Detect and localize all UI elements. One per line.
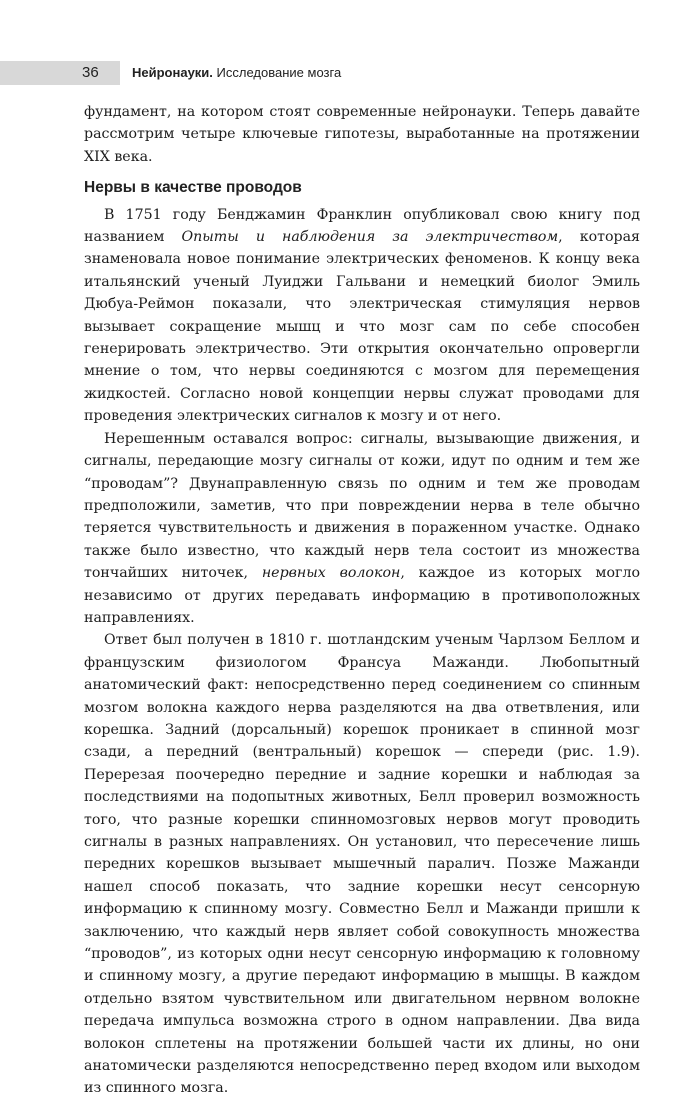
section-heading: Нервы в качестве проводов xyxy=(84,179,302,197)
paragraph-text: Нерешенным оставался вопрос: сигналы, вызывающие движения, и сигналы, передающие мозгу сигналы от кожи, идут по одним и тем же “проводам”? Двунаправленную связь по одним и тем же проводам предположили, заметив, что при повреждении нерва в теле обычно теряется чувствительность и движения в пораженном участке. Однако также было известно, что каждый нерв тела состоит из множества тончайших ниточек, xyxy=(84,430,640,582)
page-number: 36 xyxy=(82,64,99,81)
book-title: Нейронауки. xyxy=(132,65,213,80)
header-band xyxy=(0,61,120,85)
paragraph-text: В 1751 году Бенджамин Франклин опубликовал свою книгу под названием xyxy=(84,206,640,246)
running-head xyxy=(132,65,341,80)
paragraph-text: , каждое из которых могло независимо от других передавать информацию в противоположных направлениях. xyxy=(84,565,640,626)
paragraph-bell-magendie: Ответ был получен в 1810 г. шотландским ученым Чарлзом Беллом и французским физиологом Франсуа Мажанди. Любопытный анатомический факт: непосредственно перед соединением со спинным мозгом волокна каждого нерва разделяются на два ответвления, или корешка. Задний (дорсальный) корешок проникает в спинной мозг сзади, а передний (вентральный) корешок — спереди (рис. 1.9). Перерезая поочередно передние и задние корешки и наблюдая за последствиями на подопытных животных, Белл проверил возможность того, что разные корешки спинномозговых нервов могут проводить сигналы в разных направлениях. Он установил, что пересечение лишь передних корешков вызывает мышечный паралич. Позже Мажанди нашел способ показать, что задние корешки несут сенсорную информацию к спинному мозгу. Совместно Белл и Мажанди пришли к заключению, что каждый нерв являет собой совокупность множества “проводов”, из которых одни несут сенсорную информацию к головному и спинному мозгу, а другие передают информацию в мышцы. В каждом отдельно взятом чувствительном или двигательном нервном волокне передача импульса возможна строго в одном направлении. Два вида волокон сплетены на протяжении большей части их длины, но они анатомически разделяются непосредственно перед входом или выходом из спинного мозга. xyxy=(84,632,640,1097)
paragraph-text: , которая знаменовала новое понимание электрических феноменов. К концу века итальянский ученый Луиджи Гальвани и немецкий биолог Эмиль Дюбуа-Реймон показали, что электрическая стимуляция нервов вызывает сокращение мышц и что мозг сам по себе способен генерировать электричество. Эти открытия окончательно опровергли мнение о том, что нервы соединяются с мозгом для перемещения жидкостей. Согласно новой концепции нервы служат проводами для проведения электрических сигналов к мозгу и от него. xyxy=(84,229,640,425)
book-subtitle: Исследование мозга xyxy=(216,65,342,80)
page-body xyxy=(84,101,640,1100)
paragraph-question xyxy=(84,428,640,630)
paragraph-franklin xyxy=(84,204,640,428)
running-header xyxy=(0,61,700,85)
intro-paragraph: фундамент, на котором стоят современные нейронауки. Теперь давайте рассмотрим четыре ключевые гипотезы, выработанные на протяжении XIX века. xyxy=(84,104,640,165)
term-italic: нервных волокон xyxy=(261,565,401,582)
book-title-italic: Опыты и наблюдения за электричеством xyxy=(181,229,559,246)
